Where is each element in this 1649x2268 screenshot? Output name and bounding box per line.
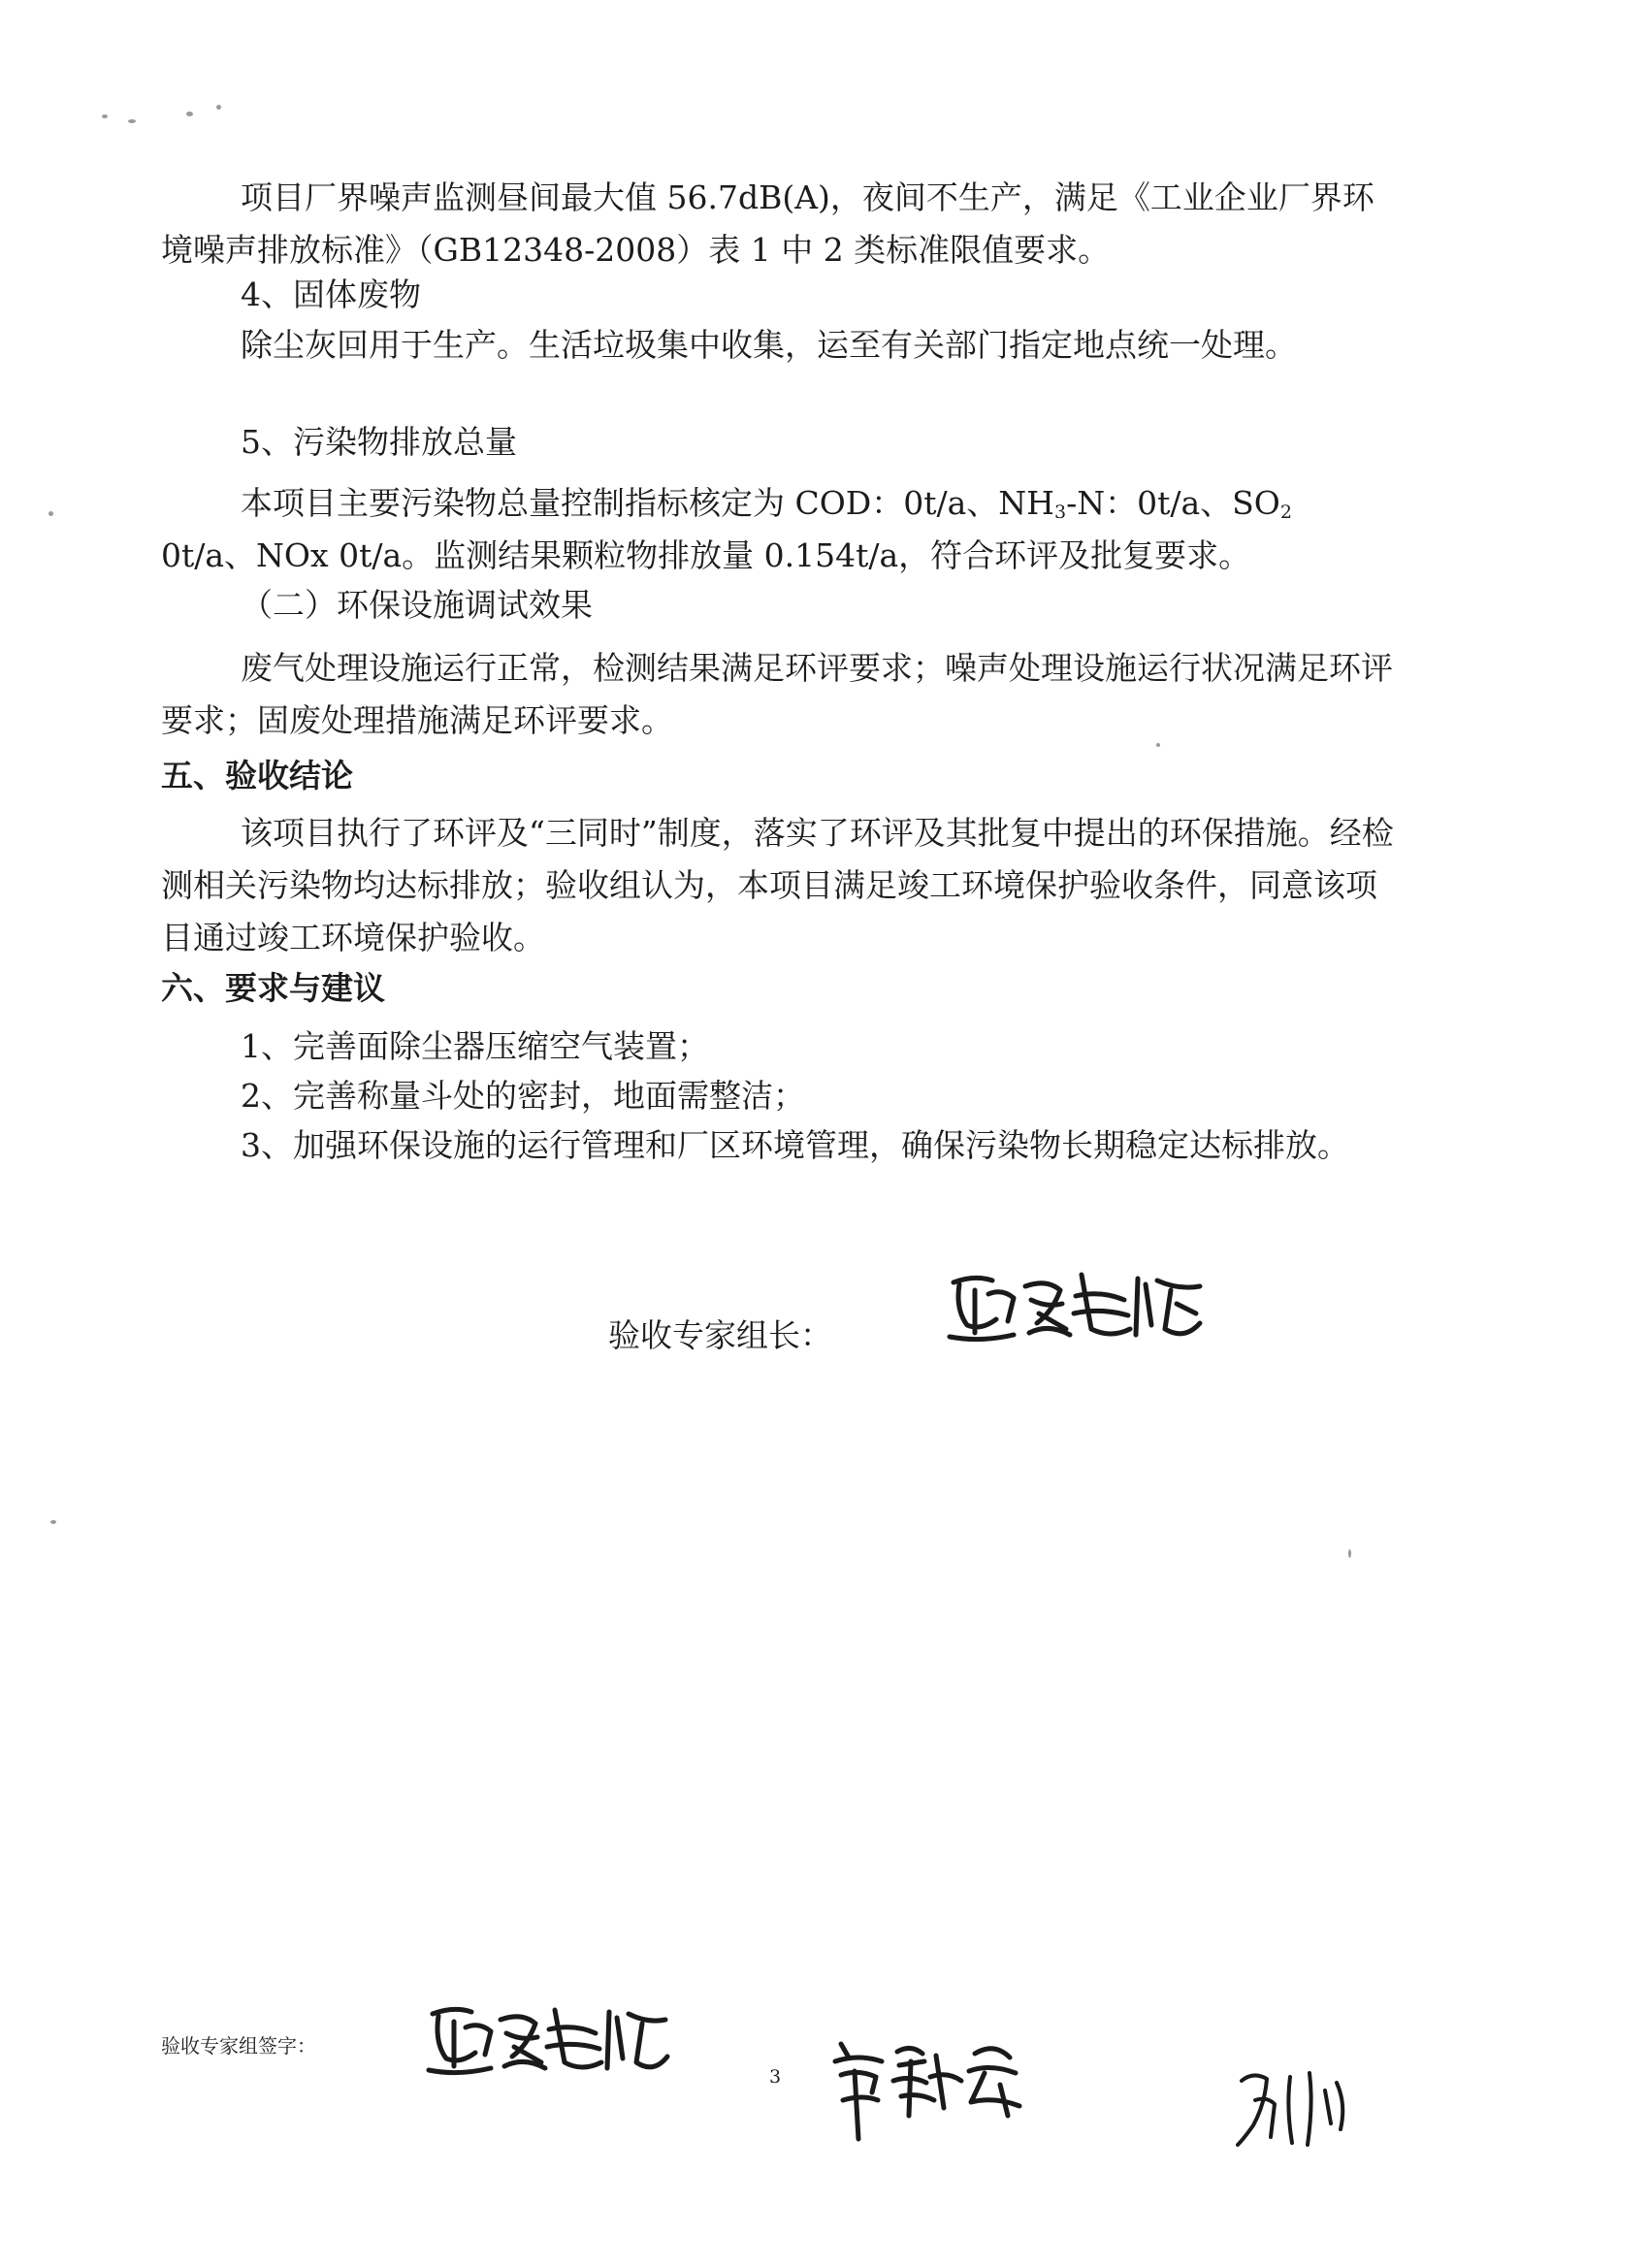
leader-signature (946, 1261, 1208, 1358)
conclusion-paragraph: 该项目执行了环评及“三同时”制度，落实了环评及其批复中提出的环保措施。经检测相关污染物均达标排放；验收组认为，本项目满足竣工环境保护验收条件，同意该项目通过竣工环境保护验收。 (161, 814, 1394, 956)
scan-speck (50, 1520, 56, 1524)
page-number: 3 (769, 2066, 782, 2088)
suggestion-item: 3、加强环保设施的运行管理和厂区环境管理，确保污染物长期稳定达标排放。 (241, 1126, 1349, 1164)
total-emission-paragraph: 本项目主要污染物总量控制指标核定为 COD：0t/a、$NH_3-N$：0t/a、$SO_2$ 0t/a、NOx 0t/a。监测结果颗粒物排放量 0.154t/a，符合环评及批复要求。 (161, 484, 1292, 574)
scan-speck (128, 119, 136, 123)
scan-speck (1348, 1549, 1351, 1558)
solid-waste-paragraph: 除尘灰回用于生产。生活垃圾集中收集，运至有关部门指定地点统一处理。 (241, 326, 1297, 364)
scan-speck (186, 112, 193, 116)
noise-paragraph: 项目厂界噪声监测昼间最大值 56.7dB(A)，夜间不生产，满足《工业企业厂界环境噪声排放标准》（GB12348-2008）表 1 中 2 类标准限值要求。 (161, 178, 1374, 269)
scan-speck (216, 105, 221, 110)
scan-speck (102, 114, 108, 118)
total-emission-heading: 5、污染物排放总量 (241, 423, 517, 461)
expert-signature-1 (427, 1998, 669, 2088)
scan-speck (48, 511, 53, 516)
expert-signature-2 (829, 2032, 1033, 2144)
suggestion-item: 1、完善面除尘器压缩空气装置； (241, 1027, 709, 1065)
suggestion-item: 2、完善称量斗处的密封，地面需整洁； (241, 1077, 805, 1115)
expert-signature-3 (1232, 2061, 1358, 2154)
solid-waste-heading: 4、固体废物 (241, 275, 421, 313)
leader-label: 验收专家组长： (608, 1316, 832, 1354)
conclusion-heading: 五、验收结论 (161, 757, 353, 794)
suggestions-heading: 六、要求与建议 (161, 969, 385, 1007)
expert-sign-label: 验收专家组签字： (161, 2034, 316, 2057)
facility-effect-paragraph: 废气处理设施运行正常，检测结果满足环评要求；噪声处理设施运行状况满足环评要求；固废处理措施满足环评要求。 (161, 649, 1393, 739)
facility-effect-heading: （二）环保设施调试效果 (241, 586, 593, 624)
